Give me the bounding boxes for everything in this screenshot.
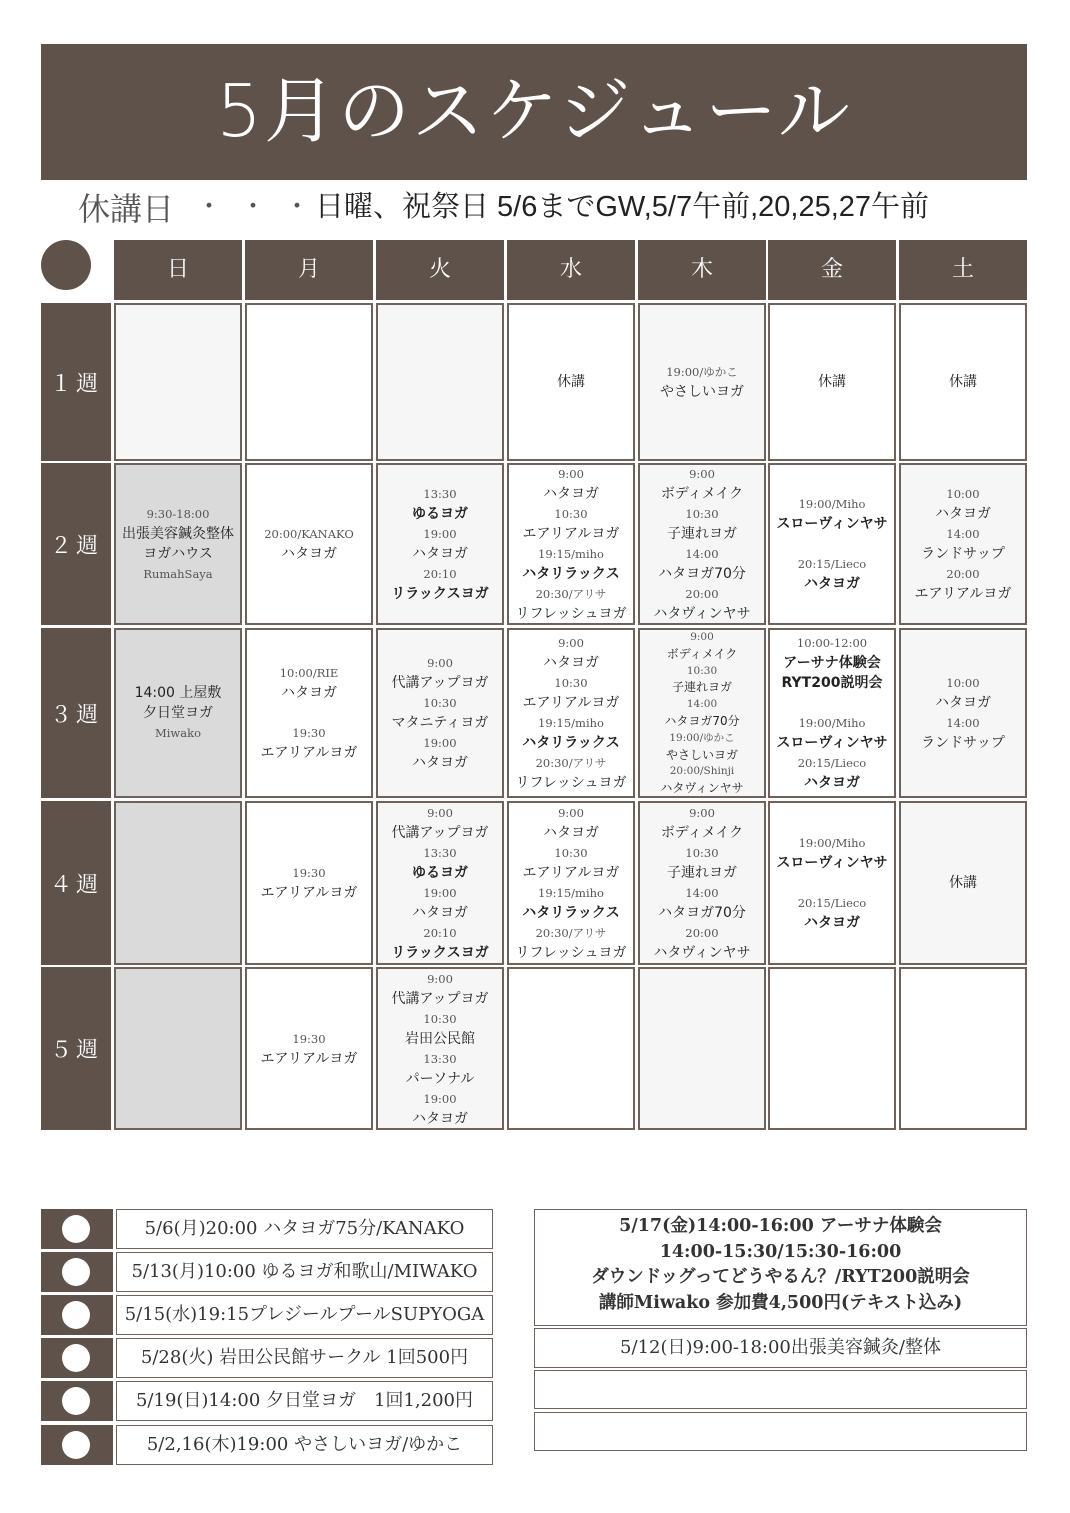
schedule-cell xyxy=(507,303,635,461)
class-time: 13:30 xyxy=(423,1051,457,1066)
circle-icon xyxy=(62,1258,90,1286)
schedule-cell xyxy=(245,967,373,1130)
class-name: ハタヨガ xyxy=(804,576,860,592)
class-time: 20:00 xyxy=(685,587,719,601)
class-time: 19:00/ゆかこ xyxy=(669,731,735,744)
schedule-cell xyxy=(245,463,373,625)
schedule-cell xyxy=(899,303,1027,461)
class-time: RumahSaya xyxy=(143,567,213,581)
schedule-cell xyxy=(638,628,766,798)
class-name: 岩田公民館 xyxy=(405,1030,475,1047)
class-name: スローヴィンヤサ xyxy=(776,516,888,532)
class-time: 14:00 xyxy=(946,716,980,730)
class-time: 20:00/Shinji xyxy=(669,765,735,778)
day-header-0: 日 xyxy=(114,240,242,300)
class-name: ハタヨガ xyxy=(804,775,860,791)
class-name: ハタリラックス xyxy=(522,905,620,921)
class-name: ゆるヨガ xyxy=(412,506,468,522)
schedule-cell xyxy=(376,303,504,461)
class-name: ハタヨガ xyxy=(281,546,337,562)
legend-item: 5/19(日)14:00 夕日堂ヨガ 1回1,200円 xyxy=(116,1381,493,1421)
schedule-cell xyxy=(245,801,373,965)
class-name: スローヴィンヤサ xyxy=(776,735,888,751)
class-name: ハタリラックス xyxy=(522,735,620,751)
schedule-cell xyxy=(638,463,766,625)
schedule-cell xyxy=(376,801,504,965)
class-time: 9:00 xyxy=(689,467,715,481)
schedule-cell xyxy=(768,967,896,1130)
class-name: エアリアルヨガ xyxy=(522,695,620,711)
class-name: パーソナル xyxy=(405,1070,475,1087)
schedule-cell xyxy=(245,628,373,798)
day-header-6: 土 xyxy=(899,240,1027,300)
class-name: ハタヴィンヤサ xyxy=(653,945,751,961)
circle-icon xyxy=(62,1301,90,1329)
class-name: マタニティヨガ xyxy=(391,715,489,731)
schedule-cell xyxy=(507,801,635,965)
class-time: 14:00 xyxy=(686,698,718,711)
schedule-cell xyxy=(114,463,242,625)
class-name: アーサナ体験会 xyxy=(783,655,881,671)
class-time: 20:30/アリサ xyxy=(535,587,607,601)
class-name: 子連れヨガ xyxy=(667,526,737,542)
class-name: リフレッシュヨガ xyxy=(515,945,627,961)
class-time: 9:00 xyxy=(427,656,453,670)
class-name: ハタヨガ xyxy=(935,695,991,711)
title-banner xyxy=(41,44,1027,180)
class-name: リラックスヨガ xyxy=(391,945,489,961)
class-name: ハタヨガ xyxy=(412,755,468,771)
class-time: 20:15/Lieco xyxy=(797,896,867,910)
class-name: ボディメイク xyxy=(660,825,744,841)
class-time: 19:00 xyxy=(423,886,457,900)
class-name: リラックスヨガ xyxy=(391,586,489,602)
class-time: 20:00/KANAKO xyxy=(264,527,354,541)
class-name: エアリアルヨガ xyxy=(260,745,358,761)
class-name: 休講 xyxy=(949,875,977,891)
class-time: 10:30 xyxy=(554,846,588,860)
schedule-cell xyxy=(114,628,242,798)
schedule-cell xyxy=(768,303,896,461)
class-name: ランドサップ xyxy=(921,735,1005,751)
day-header-3: 水 xyxy=(507,240,635,300)
class-time: 10:30 xyxy=(685,846,719,860)
class-time: 13:30 xyxy=(423,487,457,501)
class-time: 9:00 xyxy=(427,971,453,986)
schedule-cell xyxy=(376,967,504,1130)
class-time: 10:30 xyxy=(554,507,588,521)
schedule-cell xyxy=(899,801,1027,965)
legend-bullet xyxy=(41,1338,113,1378)
holiday-label: 休講日 xyxy=(78,190,175,228)
day-header-5: 金 xyxy=(768,240,896,300)
class-time: 9:00 xyxy=(558,636,584,650)
event-line: 5/17(金)14:00-16:00 アーサナ体験会 xyxy=(619,1216,942,1236)
class-name: 休講 xyxy=(818,374,846,390)
class-time: 9:00 xyxy=(689,806,715,820)
class-name: ハタヨガ xyxy=(804,915,860,931)
class-name: エアリアルヨガ xyxy=(260,1050,358,1067)
class-name: ハタヨガ xyxy=(412,905,468,921)
week-label-1: １週 xyxy=(41,303,111,461)
circle-icon xyxy=(62,1344,90,1372)
class-time: 19:00/Miho xyxy=(798,716,866,730)
class-name: 休講 xyxy=(557,374,585,390)
event-line: 14:00-15:30/15:30-16:00 xyxy=(659,1241,902,1262)
class-time: 9:30-18:00 xyxy=(146,507,210,521)
class-time: 14:00 xyxy=(946,527,980,541)
schedule-cell xyxy=(376,628,504,798)
class-name: ランドサップ xyxy=(921,546,1005,562)
legend-item: 5/6(月)20:00 ハタヨガ75分/KANAKO xyxy=(116,1209,493,1249)
class-time: 20:00 xyxy=(685,926,719,940)
event-line: ダウンドッグってどうやるん？/RYT200説明会 xyxy=(591,1267,970,1287)
class-time: 19:15/miho xyxy=(538,547,604,561)
class-name: 子連れヨガ xyxy=(667,865,737,881)
class-name: 子連れヨガ xyxy=(671,680,732,695)
class-time: 20:00 xyxy=(946,567,980,581)
legend-bullet xyxy=(41,1425,113,1465)
class-time: 10:00/RIE xyxy=(279,666,339,680)
class-name: ハタヨガ xyxy=(543,486,599,502)
class-time: 10:00-12:00 xyxy=(796,636,868,650)
class-time: 19:30 xyxy=(292,1031,326,1046)
schedule-cell xyxy=(899,628,1027,798)
schedule-cell xyxy=(114,967,242,1130)
legend-bullet xyxy=(41,1381,113,1421)
class-name: ハタヨガ xyxy=(935,506,991,522)
class-time: 19:00/Miho xyxy=(798,497,866,511)
schedule-cell xyxy=(376,463,504,625)
class-name: ハタヨガ70分 xyxy=(664,714,740,728)
class-name: リフレッシュヨガ xyxy=(515,606,627,622)
class-name: エアリアルヨガ xyxy=(522,526,620,542)
circle-icon xyxy=(62,1387,90,1415)
class-time: 20:30/アリサ xyxy=(535,756,607,770)
class-time: 10:00 xyxy=(946,487,980,501)
class-name: ハタヨガ xyxy=(412,546,468,562)
class-time: 10:30 xyxy=(685,507,719,521)
class-name: 代講アップヨガ xyxy=(391,675,489,691)
schedule-cell xyxy=(638,303,766,461)
day-header-4: 木 xyxy=(638,240,766,300)
circle-icon xyxy=(62,1431,90,1459)
class-time: 9:00 xyxy=(558,467,584,481)
day-header-2: 火 xyxy=(376,240,504,300)
schedule-cell xyxy=(899,463,1027,625)
schedule-cell xyxy=(507,967,635,1130)
corner-circle-icon xyxy=(41,240,91,290)
class-name: ハタヴィンヤサ xyxy=(653,606,751,622)
week-label-2: ２週 xyxy=(41,463,111,625)
class-name: エアリアルヨガ xyxy=(522,865,620,881)
week-label-4: ４週 xyxy=(41,801,111,965)
day-header-1: 月 xyxy=(245,240,373,300)
legend-bullet xyxy=(41,1252,113,1292)
schedule-cell xyxy=(114,303,242,461)
schedule-cell xyxy=(768,801,896,965)
event-box-third xyxy=(534,1370,1027,1409)
legend-bullet xyxy=(41,1209,113,1249)
class-name: スローヴィンヤサ xyxy=(776,855,888,871)
class-time: 19:00/ゆかこ xyxy=(666,365,738,379)
class-name: 休講 xyxy=(949,374,977,390)
class-time: 10:30 xyxy=(423,1011,457,1026)
event-box-fourth xyxy=(534,1412,1027,1451)
class-name: やさしいヨガ xyxy=(665,747,738,762)
class-name: エアリアルヨガ xyxy=(260,885,358,901)
class-time: 19:30 xyxy=(292,726,326,740)
page-title: 5月のスケジュール xyxy=(216,69,852,153)
class-time: 20:10 xyxy=(423,926,457,940)
legend-item: 5/2,16(木)19:00 やさしいヨガ/ゆかこ xyxy=(116,1425,493,1465)
class-name: RYT200説明会 xyxy=(781,675,883,691)
schedule-cell xyxy=(638,967,766,1130)
class-time: 9:00 xyxy=(427,806,453,820)
class-time: 19:15/miho xyxy=(538,716,604,730)
schedule-cell xyxy=(507,463,635,625)
class-time: Miwako xyxy=(154,726,202,740)
class-time: 19:15/miho xyxy=(538,886,604,900)
class-time: 13:30 xyxy=(423,846,457,860)
class-time: 14:00 xyxy=(685,547,719,561)
class-time: 20:10 xyxy=(423,567,457,581)
class-time: 10:30 xyxy=(686,664,718,677)
class-name: ハタヴィンヤサ xyxy=(660,781,744,796)
legend-item: 5/28(火) 岩田公民館サークル 1回500円 xyxy=(116,1338,493,1378)
class-time: 19:00 xyxy=(423,1091,457,1106)
class-time: 10:30 xyxy=(554,676,588,690)
class-name: ハタヨガ70分 xyxy=(658,566,746,582)
class-name: ボディメイク xyxy=(666,646,738,661)
class-name: ゆるヨガ xyxy=(412,865,468,881)
class-name: 代講アップヨガ xyxy=(391,825,489,841)
legend-item: 5/15(水)19:15プレジールプールSUPYOGA xyxy=(116,1295,493,1335)
class-time: 9:00 xyxy=(690,631,714,644)
class-name: 夕日堂ヨガ xyxy=(143,705,213,721)
schedule-cell xyxy=(245,303,373,461)
class-name: リフレッシュヨガ xyxy=(515,775,627,791)
schedule-cell xyxy=(114,801,242,965)
class-time: 10:00 xyxy=(946,676,980,690)
class-name: ヨガハウス xyxy=(143,546,213,562)
class-name: 出張美容鍼灸整体 xyxy=(122,526,234,542)
class-time: 19:00/Miho xyxy=(798,836,866,850)
legend-item: 5/13(月)10:00 ゆるヨガ和歌山/MIWAKO xyxy=(116,1252,493,1292)
class-time: 14:00 xyxy=(685,886,719,900)
class-name: ハタヨガ xyxy=(412,1110,468,1127)
week-label-3: ３週 xyxy=(41,628,111,798)
class-name: ハタヨガ xyxy=(543,825,599,841)
legend-bullet xyxy=(41,1295,113,1335)
schedule-cell xyxy=(638,801,766,965)
class-name: エアリアルヨガ xyxy=(914,586,1012,602)
class-time: 10:30 xyxy=(423,696,457,710)
class-name: 14:00 上屋敷 xyxy=(134,685,222,701)
class-time: 9:00 xyxy=(558,806,584,820)
class-time: 20:15/Lieco xyxy=(797,756,867,770)
schedule-cell xyxy=(768,628,896,798)
class-time: 19:00 xyxy=(423,527,457,541)
event-line: 講師Miwako 参加費4,500円(テキスト込み) xyxy=(598,1292,963,1313)
week-label-5: ５週 xyxy=(41,967,111,1130)
class-name: やさしいヨガ xyxy=(660,384,744,400)
class-name: ボディメイク xyxy=(660,486,744,502)
event-box-second: 5/12(日)9:00-18:00出張美容鍼灸/整体 xyxy=(534,1328,1027,1368)
event-box-main xyxy=(534,1209,1027,1326)
class-time: 19:30 xyxy=(292,866,326,880)
class-name: ハタヨガ xyxy=(543,655,599,671)
holiday-dots: ・・・ xyxy=(196,192,329,222)
circle-icon xyxy=(62,1215,90,1243)
schedule-cell xyxy=(768,463,896,625)
class-time: 19:00 xyxy=(423,736,457,750)
holiday-detail: 日曜、祝祭日 5/6までGW,5/7午前,20,25,27午前 xyxy=(315,191,930,223)
schedule-cell xyxy=(507,628,635,798)
schedule-cell xyxy=(899,967,1027,1130)
class-name: 代講アップヨガ xyxy=(391,990,489,1007)
class-time: 20:15/Lieco xyxy=(797,557,867,571)
class-name: ハタリラックス xyxy=(522,566,620,582)
class-name: ハタヨガ xyxy=(281,685,337,701)
class-time: 20:30/アリサ xyxy=(535,926,607,940)
class-name: ハタヨガ70分 xyxy=(658,905,746,921)
